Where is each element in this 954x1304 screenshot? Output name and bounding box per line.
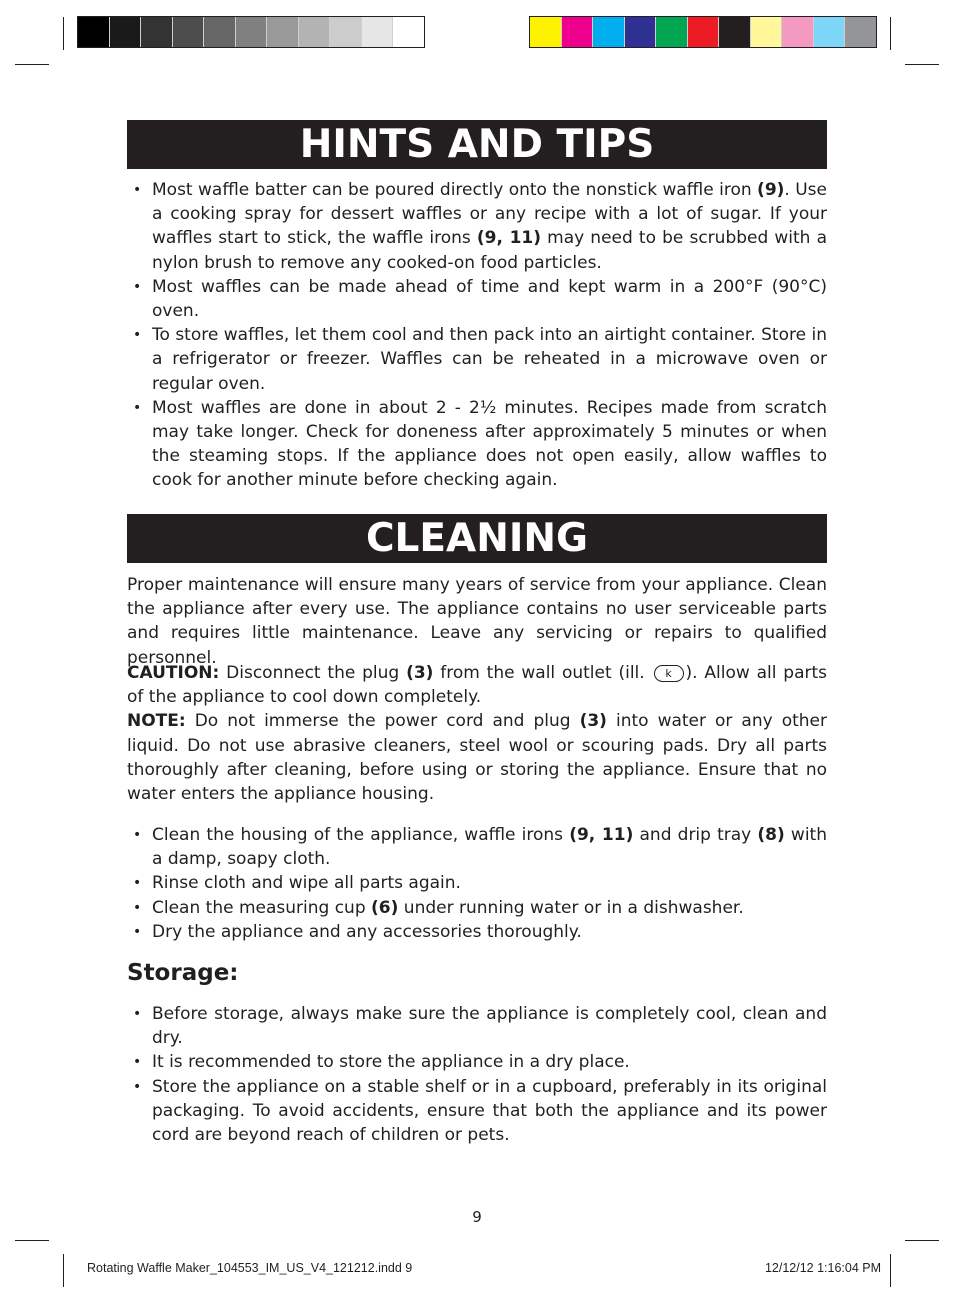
list-item xyxy=(127,1050,827,1074)
crop-mark xyxy=(890,1254,891,1287)
grayscale-color-bar xyxy=(77,16,425,48)
illustration-ref-badge: k xyxy=(654,665,684,682)
list-item-text: and drip tray xyxy=(633,825,758,845)
color-swatch xyxy=(299,17,331,47)
note-label: NOTE: xyxy=(127,711,186,732)
caution-text: Disconnect the plug xyxy=(219,663,407,683)
part-reference: (9, 11) xyxy=(476,228,542,249)
list-item-text: Clean the measuring cup xyxy=(152,897,372,918)
list-item xyxy=(127,396,827,493)
color-swatch xyxy=(782,17,814,47)
list-item-text: may need to be scrubbed with a nylon brush to remove any cooked-on food particles. xyxy=(152,228,827,273)
caution-text: from the wall outlet (ill. xyxy=(433,663,652,683)
list-item xyxy=(127,1075,827,1148)
caution-text: ). Allow all parts of the appliance to cool down completely. xyxy=(127,663,827,708)
storage-list xyxy=(127,1002,827,1147)
list-item-text: Store the appliance on a stable shelf or in a cupboard, preferably in its original packaging. To avoid accidents, ensure that both the appliance and its power cord are beyond reach of children or pets. xyxy=(152,1076,827,1146)
list-item-text: . Use a cooking spray for dessert waffles or any recipe with a lot of sugar. If your waffles start to stick, the waffle irons xyxy=(152,180,827,249)
list-item-text: Clean the housing of the appliance, waffle irons xyxy=(152,825,570,845)
part-reference: (9) xyxy=(757,180,785,200)
list-item-text: Most waffle batter can be poured directly onto the nonstick waffle iron xyxy=(152,180,758,200)
crop-mark xyxy=(15,1240,49,1241)
note-text: into water or any other liquid. Do not use abrasive cleaners, steel wool or scouring pads. Dry all parts thoroughly after cleaning, before using or storing the appliance. Ensure that no water enters the appliance housing. xyxy=(127,711,827,805)
footer-filename: Rotating Waffle Maker_104553_IM_US_V4_121212.indd 9 xyxy=(87,1261,413,1275)
color-swatch xyxy=(110,17,142,47)
color-swatch xyxy=(530,17,562,47)
color-swatch xyxy=(173,17,205,47)
footer-timestamp: 12/12/12 1:16:04 PM xyxy=(764,1261,881,1275)
list-item-text: with a damp, soapy cloth. xyxy=(152,825,827,870)
caution-note-block xyxy=(127,661,827,806)
hints-list xyxy=(127,178,827,493)
color-swatch xyxy=(236,17,268,47)
list-item xyxy=(127,871,827,895)
color-swatch xyxy=(267,17,299,47)
color-swatch xyxy=(204,17,236,47)
caution-ref: (3) xyxy=(406,663,434,683)
page-number: 9 xyxy=(472,1208,482,1226)
color-swatch xyxy=(141,17,173,47)
list-item-text: Rinse cloth and wipe all parts again. xyxy=(152,873,461,894)
note-paragraph xyxy=(127,709,827,806)
list-item-text: Before storage, always make sure the appliance is completely cool, clean and dry. xyxy=(152,1004,827,1049)
color-swatch xyxy=(656,17,688,47)
storage-heading: Storage: xyxy=(127,960,239,986)
color-swatch xyxy=(362,17,394,47)
crop-mark xyxy=(15,64,49,65)
hints-list-block xyxy=(127,178,827,493)
crop-mark xyxy=(63,1254,64,1287)
color-swatch xyxy=(814,17,846,47)
list-item xyxy=(127,896,827,920)
crop-mark xyxy=(905,1240,939,1241)
color-swatch xyxy=(78,17,110,47)
note-ref: (3) xyxy=(579,711,607,732)
color-swatch xyxy=(688,17,720,47)
list-item xyxy=(127,1002,827,1050)
list-item-text: Most waffles are done in about 2 - 2½ minutes. Recipes made from scratch may take longer. Check for doneness after approximately 5 minutes or when the steaming stops. If the appliance does not open easily, allow waffles to cook for another minute before checking again. xyxy=(152,397,827,491)
list-item xyxy=(127,920,827,944)
crop-mark xyxy=(63,17,64,50)
part-reference: (8) xyxy=(757,825,785,845)
list-item-text: Dry the appliance and any accessories thoroughly. xyxy=(152,921,582,942)
color-swatch xyxy=(845,17,876,47)
list-item-text: under running water or in a dishwasher. xyxy=(398,897,744,918)
part-reference: (9, 11) xyxy=(569,825,634,845)
list-item xyxy=(127,275,827,323)
part-reference: (6) xyxy=(371,897,399,918)
list-item xyxy=(127,323,827,396)
caution-label: CAUTION: xyxy=(127,663,220,683)
crop-mark xyxy=(890,17,891,50)
note-text: Do not immerse the power cord and plug xyxy=(185,711,580,732)
process-color-bar xyxy=(529,16,877,48)
hints-heading: HINTS AND TIPS xyxy=(127,120,827,169)
color-swatch xyxy=(393,17,424,47)
list-item xyxy=(127,178,827,275)
cleaning-list-block xyxy=(127,823,827,944)
cleaning-heading: CLEANING xyxy=(127,514,827,563)
color-swatch xyxy=(719,17,751,47)
color-swatch xyxy=(625,17,657,47)
list-item-text: It is recommended to store the appliance in a dry place. xyxy=(152,1052,630,1073)
cleaning-intro: Proper maintenance will ensure many years of service from your appliance. Clean the appliance after every use. The appliance contains no user serviceable parts and requires little maintenance. Leave any servicing or repairs to qualified personnel. xyxy=(127,575,827,668)
list-item-text: To store waffles, let them cool and then pack into an airtight container. Store in a refrigerator or freezer. Waffles can be reheated in a microwave oven or regular oven. xyxy=(152,325,827,394)
cleaning-list xyxy=(127,823,827,944)
caution-paragraph xyxy=(127,661,827,709)
storage-list-block xyxy=(127,1002,827,1147)
color-swatch xyxy=(330,17,362,47)
color-swatch xyxy=(593,17,625,47)
list-item-text: Most waffles can be made ahead of time and kept warm in a 200°F (90°C) oven. xyxy=(152,276,827,322)
color-swatch xyxy=(751,17,783,47)
crop-mark xyxy=(905,64,939,65)
color-swatch xyxy=(562,17,594,47)
list-item xyxy=(127,823,827,871)
